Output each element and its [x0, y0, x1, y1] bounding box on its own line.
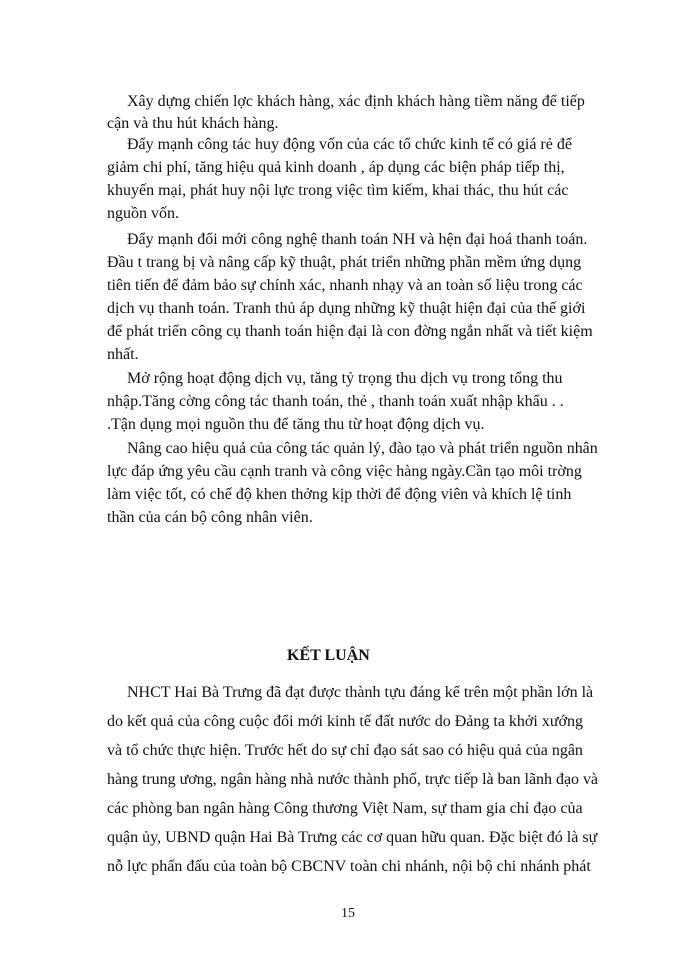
conclusion-line: NHCT Hai Bà Trưng đã đạt được thành tựu đáng kể trên một phần lớn là — [127, 684, 594, 701]
paragraph-line: thần của cán bộ công nhân viên. — [107, 509, 313, 526]
conclusion-line: quận ủy, UBND quận Hai Bà Trưng các cơ quan hữu quan. Đặc biệt đó là sự — [107, 829, 598, 846]
conclusion-line: hàng trung ương, ngân hàng nhà nước thành phố, trực tiếp là ban lãnh đạo và — [107, 771, 599, 788]
paragraph-line: Đẩy mạnh đổi mới công nghệ thanh toán NH và hện đại hoá thanh toán. — [127, 231, 588, 248]
paragraph-line: lực đáp ứng yêu cầu cạnh tranh và công việc hàng ngày.Cần tạo môi trờng — [107, 463, 582, 480]
paragraph-line: Đẩy mạnh công tác huy động vốn của các tổ chức kinh tế có giá rẻ để — [127, 136, 572, 153]
conclusion-line: các phòng ban ngân hàng Công thương Việt Nam, sự tham gia chỉ đạo của — [107, 800, 583, 817]
paragraph-line: làm việc tốt, có chế độ khen thởng kịp thời để động viên và khích lệ tinh — [107, 486, 572, 503]
paragraph-line: nguồn vốn. — [107, 205, 179, 222]
section-heading: KẾT LUẬN — [287, 647, 370, 664]
paragraph-line: .Tận dụng mọi nguồn thu để tăng thu từ hoạt động dịch vụ. — [107, 416, 485, 433]
paragraph-line: tiên tiến để đảm bảo sự chính xác, nhanh nhạy và an toàn số liệu trong các — [107, 277, 583, 294]
paragraph-line: giảm chi phí, tăng hiệu quả kinh doanh , áp dụng các biện pháp tiếp thị, — [107, 159, 565, 176]
paragraph-line: Xây dựng chiến lợc khách hàng, xác định khách hàng tiềm năng để tiếp — [127, 93, 585, 110]
paragraph-line: dịch vụ thanh toán. Tranh thủ áp dụng những kỹ thuật hiện đại của thế giới — [107, 300, 586, 317]
paragraph-line: để phát triển công cụ thanh toán hiện đại là con đờng ngắn nhất và tiết kiệm — [107, 323, 593, 340]
paragraph-line: nhất. — [107, 346, 139, 363]
paragraph-line: Nâng cao hiệu quả của công tác quản lý, đào tạo và phát triển nguồn nhân — [127, 440, 598, 457]
paragraph-line: cận và thu hút khách hàng. — [107, 115, 279, 132]
paragraph-line: Đầu t trang bị và nâng cấp kỹ thuật, phát triển những phần mềm ứng dụng — [107, 254, 582, 271]
conclusion-line: do kết quả của công cuộc đổi mới kinh tế đất nước do Đảng ta khởi xướng — [107, 713, 583, 730]
paragraph-line: Mở rộng hoạt động dịch vụ, tăng tỷ trọng thu dịch vụ trong tổng thu — [127, 370, 563, 387]
conclusion-line: nỗ lực phấn đấu của toàn bộ CBCNV toàn chi nhánh, nội bộ chi nhánh phát — [107, 858, 591, 875]
conclusion-line: và tổ chức thực hiện. Trước hết do sự chỉ đạo sát sao có hiệu quả của ngân — [107, 742, 583, 759]
paragraph-line: khuyến mại, phát huy nội lực trong việc tìm kiếm, khai thác, thu hút các — [107, 182, 569, 199]
paragraph-line: nhập.Tăng cờng công tác thanh toán, thẻ , thanh toán xuất nhập khẩu . . — [107, 393, 564, 410]
page-number: 15 — [341, 906, 355, 921]
